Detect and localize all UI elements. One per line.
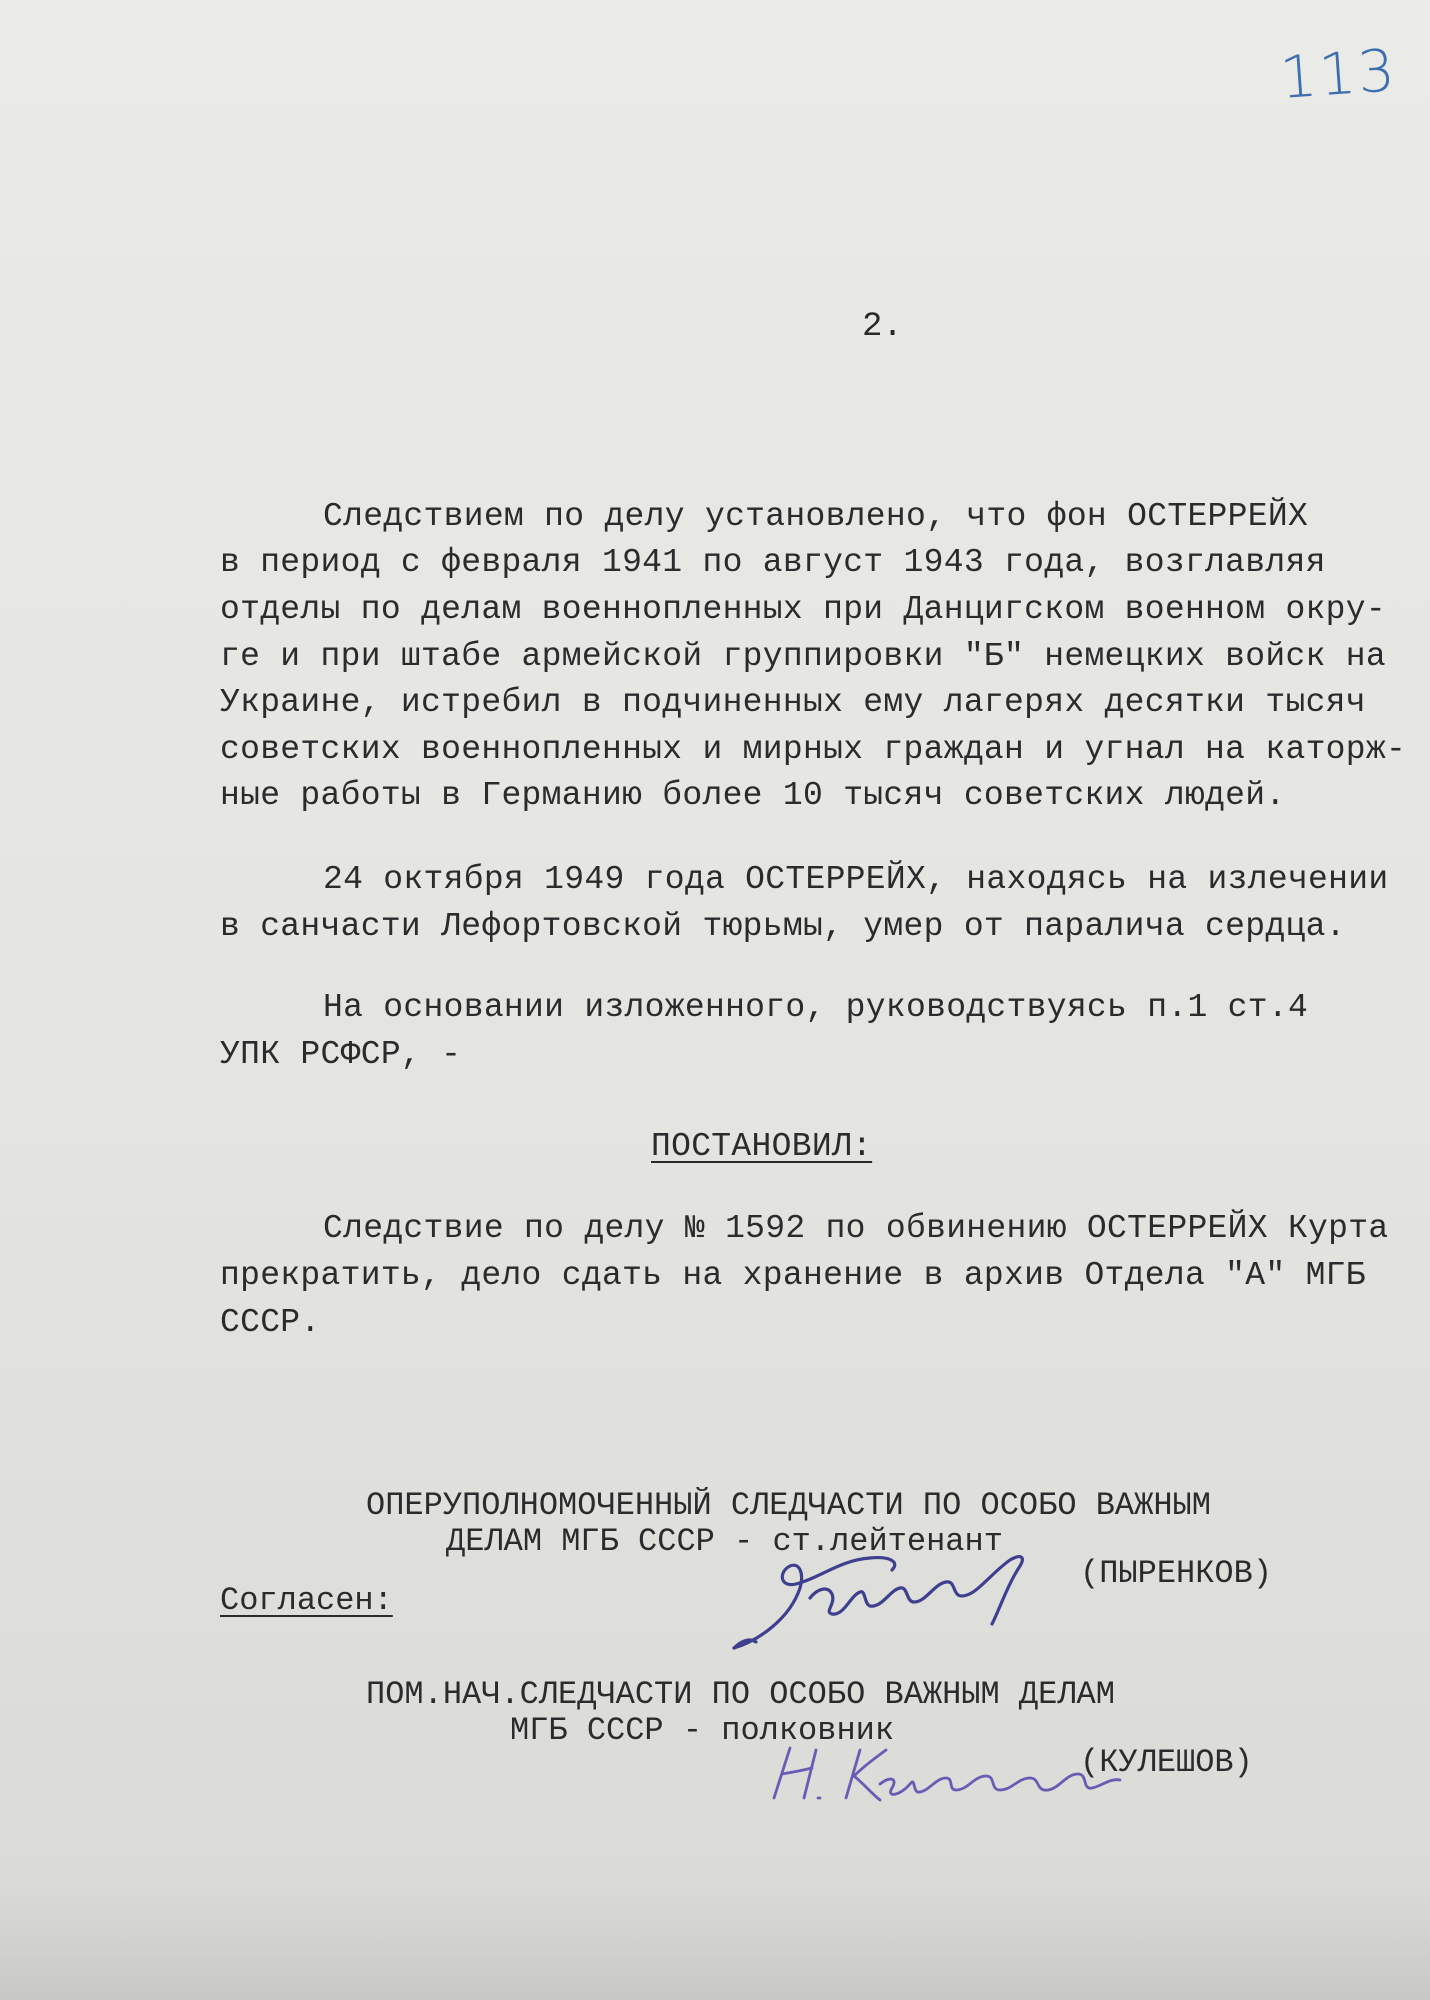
body-line: отделы по делам военнопленных при Данцигском военном окру- — [220, 591, 1386, 628]
signatory-title-line: МГБ СССР - полковник — [510, 1712, 895, 1749]
page-shadow — [0, 1880, 1430, 2000]
body-line: ге и при штабе армейской группировки "Б" немецких войск на — [220, 638, 1386, 675]
body-line: Украине, истребил в подчиненных ему лагерях десятки тысяч — [220, 684, 1366, 721]
body-line: СССР. — [220, 1304, 321, 1341]
signatory-title-line: ОПЕРУПОЛНОМОЧЕННЫЙ СЛЕДЧАСТИ ПО ОСОБО ВАЖНЫМ — [366, 1487, 1211, 1524]
body-line: На основании изложенного, руководствуясь п.1 ст.4 — [323, 989, 1309, 1026]
approval-label: Согласен: — [220, 1582, 393, 1619]
body-line: прекратить, дело сдать на хранение в архив Отдела "А" МГБ — [220, 1257, 1366, 1294]
signature-kuleshov — [760, 1728, 1140, 1818]
resolution-heading: ПОСТАНОВИЛ: — [651, 1128, 873, 1165]
signature-pyrenkov — [720, 1548, 1050, 1658]
body-line: в период с февраля 1941 по август 1943 года, возглавляя — [220, 544, 1326, 581]
body-line: ные работы в Германию более 10 тысяч советских людей. — [220, 777, 1286, 814]
page-number: 2. — [862, 308, 903, 346]
signatory-name: (ПЫРЕНКОВ) — [1080, 1555, 1273, 1592]
signatory-title-line: ДЕЛАМ МГБ СССР - ст.лейтенант — [446, 1523, 1003, 1560]
body-line: советских военнопленных и мирных граждан и угнал на каторж- — [220, 731, 1407, 768]
signatory-name: (КУЛЕШОВ) — [1080, 1744, 1253, 1781]
signatory-title-line: ПОМ.НАЧ.СЛЕДЧАСТИ ПО ОСОБО ВАЖНЫМ ДЕЛАМ — [366, 1676, 1115, 1713]
body-line: в санчасти Лефортовской тюрьмы, умер от паралича сердца. — [220, 908, 1346, 945]
archive-folio-number: 113 — [1277, 36, 1399, 112]
body-line: УПК РСФСР, - — [220, 1036, 462, 1073]
body-line: 24 октября 1949 года ОСТЕРРЕЙХ, находясь на излечении — [323, 861, 1389, 898]
body-line: Следствие по делу № 1592 по обвинению ОСТЕРРЕЙХ Курта — [323, 1210, 1389, 1247]
body-line: Следствием по делу установлено, что фон ОСТЕРРЕЙХ — [323, 498, 1309, 535]
